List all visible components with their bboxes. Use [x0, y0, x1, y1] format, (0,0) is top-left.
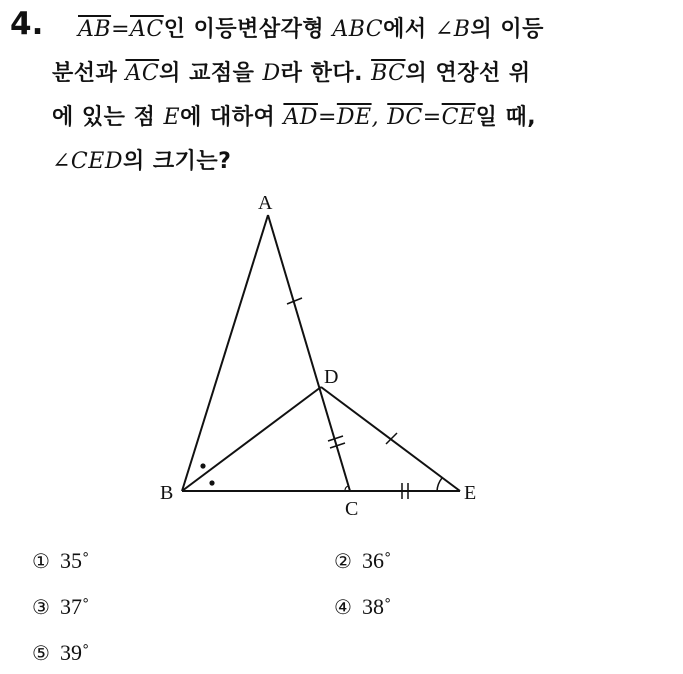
choice-mark: ③: [32, 595, 50, 619]
question-text: 인 이등변삼각형: [163, 17, 325, 42]
angle-mark-dot: [209, 480, 214, 485]
segment-ad: $\overline{AD}$: [283, 105, 318, 130]
question-text: 의 크기는?: [122, 149, 232, 174]
angle-mark-dot: [200, 463, 205, 468]
choice-value: 36˚: [361, 548, 392, 573]
choice-value: 35˚: [59, 548, 90, 573]
angle-ced: ∠CED: [52, 149, 123, 174]
question-line-3: [52, 100, 536, 131]
triangle-figure: [140, 185, 500, 525]
vertex-label-c: C: [345, 498, 359, 520]
choice-mark: ④: [334, 595, 352, 619]
question-number: 4.: [10, 6, 44, 42]
choice-value: 38˚: [361, 594, 392, 619]
choice-value: 37˚: [59, 594, 90, 619]
equals-sign: =: [422, 105, 442, 130]
question-text: 에서: [383, 17, 427, 42]
equals-sign: =: [317, 105, 337, 130]
comma: ,: [371, 105, 380, 130]
segment-ab: $\overline{AB}$: [78, 17, 112, 42]
choice-3[interactable]: [32, 594, 89, 620]
question-text: 일 때,: [475, 105, 537, 130]
vertex-label-d: D: [324, 366, 339, 388]
choice-4[interactable]: [334, 594, 391, 620]
question-line-1: [78, 12, 544, 43]
question-text: 라 한다.: [280, 61, 363, 86]
question-line-2: [52, 56, 531, 87]
question-text: 의 연장선 위: [405, 61, 531, 86]
segment-ce: $\overline{CE}$: [441, 105, 476, 130]
segment-de: $\overline{DE}$: [336, 105, 372, 130]
question-text: 의 교점을: [159, 61, 255, 86]
segment-ac-line: [268, 215, 350, 491]
segment-dc: $\overline{DC}$: [387, 105, 423, 130]
choice-5[interactable]: [32, 640, 89, 666]
question-text: 의 이등: [470, 17, 544, 42]
vertex-label-b: B: [160, 482, 174, 504]
segment-ac: $\overline{AC}$: [130, 17, 164, 42]
segment-ac: $\overline{AC}$: [125, 61, 160, 86]
choice-1[interactable]: [32, 548, 89, 574]
point-d: D: [262, 61, 281, 86]
choice-mark: ②: [334, 549, 352, 573]
choice-2[interactable]: [334, 548, 391, 574]
choice-value: 39˚: [59, 640, 90, 665]
question-line-4: [52, 144, 231, 175]
vertex-label-e: E: [464, 482, 477, 504]
vertex-label-a: A: [258, 192, 273, 214]
choice-mark: ⑤: [32, 641, 50, 665]
segment-ab-line: [182, 215, 268, 491]
question-text: 에 있는 점: [52, 105, 156, 130]
equals-sign: =: [111, 17, 130, 42]
angle-arc-e: [437, 478, 442, 491]
segment-bc: $\overline{BC}$: [371, 61, 406, 86]
triangle-abc: ABC: [332, 17, 384, 42]
angle-b: ∠B: [434, 17, 471, 42]
question-text: 에 대하여: [180, 105, 276, 130]
choice-mark: ①: [32, 549, 50, 573]
point-e: E: [163, 105, 181, 130]
question-text: 분선과: [52, 61, 118, 86]
segment-bd-line: [182, 387, 321, 491]
